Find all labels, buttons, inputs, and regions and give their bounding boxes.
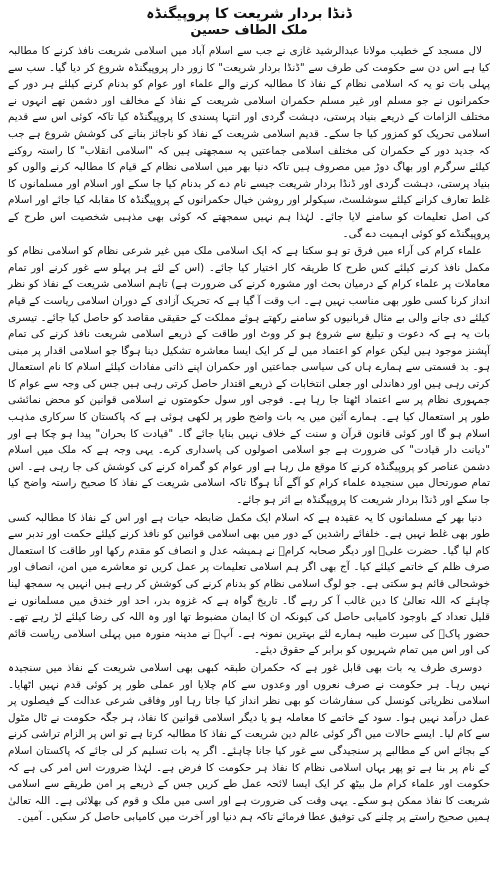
article-paragraph: لال مسجد کے خطیب مولانا عبدالرشید غازی نے جب سے اسلام آباد میں اسلامی شریعت نافذ کرنے کا مطالبہ کیا ہے اس دن سے حکومت کی طرف سے "ڈنڈا بردار شریعت" کا زور دار پروپیگنڈہ شروع کر دیا گیا۔ سب سے پہلی بات تو یہ کہ اسلامی نظام کے نفاذ کا مطالبہ کرنے والے علماء اور عوام کو بدنام کرنے کیلئے ہر دور کے حکمرانوں نے جو مسلم اور غیر مسلم حکمران اسلامی شریعت کے نفاذ کے مخالف اور دشمن تھے انہوں نے مختلف الزامات کے ذریعے بنیاد پرستی، دہشت گردی اور انتہا پسندی کا پروپیگنڈہ کیا تاکہ کوئی اس سے قدیم اسلامی تحریک کو کمزور کیا جا سکے۔ قدیم اسلامی شریعت کے نفاذ کو ناجائز بنانے کی کوشش شروع ہے جب کہ جدید دور کے حکمران کی مختلف اسلامی جماعتیں یہ سمجھتی ہیں کہ "اسلامی انقلاب" کا راستہ روکنے کیلئے سرگرم اور بھاگ دوڑ میں مصروف ہیں تاکہ دنیا بھر میں اسلامی نظام کے قیام کا مطالبہ کرنے والوں کو بنیاد پرستی، دہشت گردی اور ڈنڈا بردار شریعت جیسے نام دے کر بدنام کیا جا سکے اور اسلام اور مسلمانوں کا غلط تعارف کرانے کیلئے سوشلسٹ، سیکولر اور روشن خیال حکمرانوں کے پروپیگنڈہ کا مقابلہ کیا جائے اور اسلام کی اصل تعلیمات کو سامنے لایا جائے۔ لہٰذا ہم نہیں سمجھتے کہ کوئی بھی مذہبی شخصیت اس طرح کے پروپیگنڈے کو کوئی اہمیت دے گی۔ [8,45,490,240]
article-byline: ملک الطاف حسین [190,23,308,38]
article-body [8,43,490,826]
article-paragraph: دوسری طرف یہ بات بھی قابل غور ہے کہ حکمران طبقہ کبھی بھی اسلامی شریعت کے نفاذ میں سنجیدہ نہیں رہا۔ ہر حکومت نے صرف نعروں اور وعدوں سے کام چلایا اور عملی طور پر کوئی قدم نہیں اٹھایا۔ اسلامی نظریاتی کونسل کی سفارشات کو بھی نظر انداز کیا جاتا رہا اور وفاقی شرعی عدالت کے فیصلوں پر عمل درآمد نہیں ہوا۔ سود کے خاتمے کا معاملہ ہو یا دیگر اسلامی قوانین کا نفاذ، ہر جگہ حکومت نے ٹال مٹول سے کام لیا۔ ایسے حالات میں اگر کوئی عالم دین شریعت کے نفاذ کا مطالبہ کرتا ہے تو اس پر الزام تراشی کرنے کے بجائے اس کے مطالبے پر سنجیدگی سے غور کیا جانا چاہئے۔ اگر یہ بات تسلیم کر لی جائے کہ پاکستان اسلام کے نام پر بنا ہے تو پھر یہاں اسلامی نظام کا نفاذ ہر حکومت کا فرض ہے۔ لہٰذا ضرورت اس امر کی ہے کہ حکومت اور علماء کرام مل بیٹھ کر ایک ایسا لائحہ عمل طے کریں جس کے ذریعے پر امن طریقے سے اسلامی شریعت کا نفاذ ممکن ہو سکے۔ یہی وقت کی ضرورت ہے اور اسی میں ملک و قوم کی بھلائی ہے۔ اللہ تعالیٰ ہمیں صحیح راستے پر چلنے کی توفیق عطا فرمائے تاکہ ہم دنیا اور آخرت میں کامیابی حاصل کر سکیں۔ آمین۔ [8,661,490,824]
article-paragraph: دنیا بھر کے مسلمانوں کا یہ عقیدہ ہے کہ اسلام ایک مکمل ضابطہ حیات ہے اور اس کے نفاذ کا مطالبہ کسی طور بھی غلط نہیں ہے۔ خلفائے راشدین کے دور میں بھی اسلامی قوانین کو نافذ کرنے کیلئے حکمت اور تدبر سے کام لیا گیا۔ حضرت علیؓ اور دیگر صحابہ کرامؓ نے ہمیشہ عدل و انصاف کو مقدم رکھا اور طاقت کا استعمال صرف ظلم کے خاتمے کیلئے کیا۔ آج بھی اگر ہم اسلامی تعلیمات پر عمل کریں تو معاشرے میں امن، انصاف اور خوشحالی قائم ہو سکتی ہے۔ جو لوگ اسلامی نظام کو بدنام کرنے کی کوشش کر رہے ہیں انہیں یہ سمجھ لینا چاہئے کہ اللہ تعالیٰ کا دین غالب آ کر رہے گا۔ تاریخ گواہ ہے کہ غزوہ بدر، احد اور خندق میں مسلمانوں نے قلیل تعداد کے باوجود کامیابی حاصل کی کیونکہ ان کا ایمان مضبوط تھا اور وہ اللہ کی رضا کیلئے لڑ رہے تھے۔ حضور پاکؐ کی سیرت طیبہ ہمارے لئے بہترین نمونہ ہے۔ آپؐ نے مدینہ منورہ میں پہلی اسلامی ریاست قائم کی اور اس میں تمام شہریوں کو برابر کے حقوق دیئے۔ [8,511,490,657]
article-headline: ڈنڈا بردار شریعت کا پروپیگنڈہ [146,6,352,22]
article-paragraph: علماء کرام کی آراء میں فرق تو ہو سکتا ہے کہ ایک اسلامی ملک میں غیر شرعی نظام کو اسلامی نظام کو مکمل نافذ کرنے کیلئے کس طرح کا طریقہ کار اختیار کیا جائے۔ (اس کے لئے ہر پہلو سے غور کرنے اور تمام معاملات پر علماء کرام کے درمیان بحث اور مشورہ کرنے کی ضرورت ہے) تاہم اسلامی شریعت کے نفاذ کو نظر انداز کرنا کسی طور بھی مناسب نہیں ہے۔ اب وقت آ گیا ہے کہ تحریک آزادی کے دوران اسلامی ریاست کے قیام کیلئے دی جانے والی بے مثال قربانیوں کو سامنے رکھتے ہوئے مملکت کے حقیقی مقاصد کو حاصل کیا جائے۔ تیسری بات یہ ہے کہ دعوت و تبلیغ سے شروع ہو کر ووٹ اور طاقت کے ذریعے اسلامی شریعت نافذ کرنے کی تمام آپشنز موجود ہیں لیکن عوام کو اعتماد میں لے کر ایک ایسا معاشرہ تشکیل دینا ہوگا جو اسلامی اقدار پر مبنی ہو۔ بد قسمتی سے ہمارے ہاں کی سیاسی جماعتیں اور حکمران اپنے ذاتی مفادات کیلئے اسلام کا نام استعمال کرتی رہی ہیں اور دھاندلی اور جعلی انتخابات کے ذریعے اقتدار حاصل کرتی رہی ہیں جس کی وجہ سے عوام کا جمہوری نظام پر سے اعتماد اٹھتا جا رہا ہے۔ فوجی اور سول حکومتوں نے اسلامی قوانین کو محض نمائشی طور پر استعمال کیا ہے۔ ہمارے آئین میں یہ بات واضح طور پر لکھی ہوئی ہے کہ پاکستان کا سرکاری مذہب اسلام ہو گا اور کوئی قانون قرآن و سنت کے خلاف نہیں بنایا جائے گا۔ "قیادت کا بحران" پیدا ہو چکا ہے اور "دیانت دار قیادت" کی ضرورت ہے جو اسلامی اصولوں کی پاسداری کرے۔ یہی وجہ ہے کہ ملک میں اسلام دشمن عناصر کو پروپیگنڈہ کرنے کا موقع مل رہا ہے اور عوام کو گمراہ کرنے کی کوشش کی جا رہی ہے۔ اس تمام صورتحال میں سنجیدہ علماء کرام کو آگے آنا ہوگا تاکہ اسلامی شریعت کے نفاذ کا صحیح راستہ واضح کیا جا سکے اور ڈنڈا بردار شریعت کا پروپیگنڈہ بے اثر ہو جائے۔ [8,245,490,507]
